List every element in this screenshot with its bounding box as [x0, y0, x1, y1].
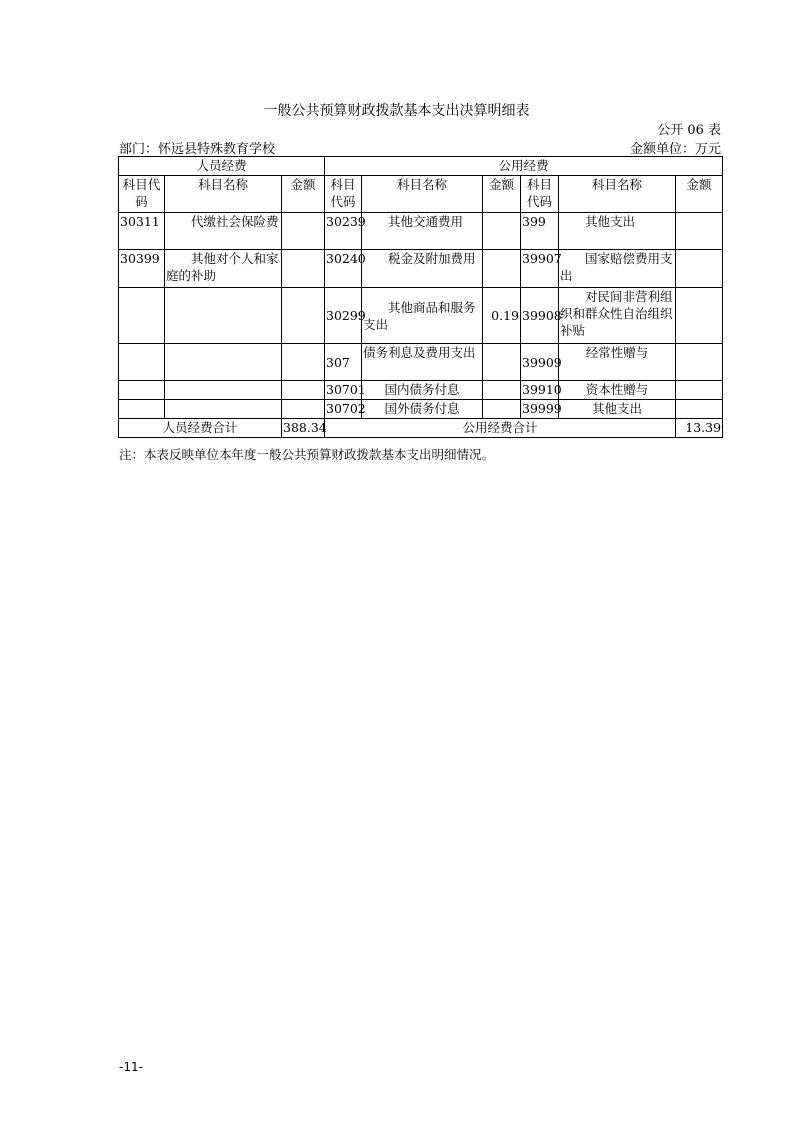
cell-u2-code: 39907	[521, 250, 559, 288]
header-p-code: 科目代码	[119, 176, 165, 213]
cell-u1-name: 债务利息及费用支出	[362, 344, 483, 381]
cell-p-amount	[282, 400, 325, 419]
cell-u1-amount	[483, 250, 521, 288]
cell-u2-name: 国家赔偿费用支出	[559, 250, 676, 288]
cell-p-amount	[282, 381, 325, 400]
cell-u2-amount	[676, 400, 723, 419]
cell-p-name	[165, 288, 282, 344]
cell-u1-code: 30701	[325, 381, 362, 400]
cell-u1-amount	[483, 400, 521, 419]
cell-u2-code: 39910	[521, 381, 559, 400]
cell-u2-name: 对民间非营利组织和群众性自治组织补贴	[559, 288, 676, 344]
cell-p-code	[119, 381, 165, 400]
cell-u2-amount	[676, 213, 723, 250]
cell-u2-name: 其他支出	[559, 400, 676, 419]
public-total-label: 公用经费合计	[325, 419, 676, 438]
cell-u1-amount	[483, 213, 521, 250]
cell-p-code	[119, 400, 165, 419]
cell-u2-amount	[676, 381, 723, 400]
header-p-amount: 金额	[282, 176, 325, 213]
cell-u2-code: 39908	[521, 288, 559, 344]
cell-u1-name: 其他商品和服务支出	[362, 288, 483, 344]
cell-p-code	[119, 288, 165, 344]
expenditure-table	[118, 156, 723, 438]
header-u2-name: 科目名称	[559, 176, 676, 213]
personnel-total-label: 人员经费合计	[119, 419, 282, 438]
header-u2-amount: 金额	[676, 176, 723, 213]
cell-u2-name: 资本性赠与	[559, 381, 676, 400]
table-note: 注：本表反映单位本年度一般公共预算财政拨款基本支出明细情况。	[119, 447, 495, 462]
group-header-row	[119, 157, 723, 176]
cell-u1-code: 30702	[325, 400, 362, 419]
cell-u1-amount	[483, 381, 521, 400]
header-u1-name: 科目名称	[362, 176, 483, 213]
cell-p-name	[165, 344, 282, 381]
table-row	[119, 400, 723, 419]
cell-p-name	[165, 381, 282, 400]
cell-u2-code: 39909	[521, 344, 559, 381]
group-personnel-header: 人员经费	[119, 157, 325, 176]
table-row	[119, 381, 723, 400]
page-number: -11-	[119, 1060, 143, 1074]
cell-u1-code: 30239	[325, 213, 362, 250]
cell-u2-code: 399	[521, 213, 559, 250]
cell-p-amount	[282, 213, 325, 250]
department-label: 部门：怀远县特殊教育学校	[119, 142, 276, 157]
cell-u2-amount	[676, 288, 723, 344]
cell-u1-code: 30240	[325, 250, 362, 288]
cell-u2-code: 39999	[521, 400, 559, 419]
header-u1-amount: 金额	[483, 176, 521, 213]
cell-p-code: 30311	[119, 213, 165, 250]
total-row	[119, 419, 723, 438]
cell-u2-name: 其他支出	[559, 213, 676, 250]
cell-u2-amount	[676, 344, 723, 381]
cell-u1-name: 税金及附加费用	[362, 250, 483, 288]
cell-u2-amount	[676, 250, 723, 288]
cell-u1-code: 307	[325, 344, 362, 381]
public-total-value: 13.39	[676, 419, 723, 438]
table-row	[119, 250, 723, 288]
cell-p-amount	[282, 288, 325, 344]
group-public-header: 公用经费	[325, 157, 723, 176]
cell-u1-name: 国内债务付息	[362, 381, 483, 400]
table-row	[119, 344, 723, 381]
cell-p-amount	[282, 344, 325, 381]
cell-p-name	[165, 400, 282, 419]
column-header-row	[119, 176, 723, 213]
cell-p-amount	[282, 250, 325, 288]
document-title: 一般公共预算财政拨款基本支出决算明细表	[263, 103, 530, 119]
personnel-total-value: 388.34	[282, 419, 325, 438]
table-row	[119, 213, 723, 250]
amount-unit-label: 金额单位：万元	[629, 142, 721, 157]
header-u2-code: 科目代码	[521, 176, 559, 213]
cell-u1-amount	[483, 344, 521, 381]
header-p-name: 科目名称	[165, 176, 282, 213]
cell-u1-amount: 0.19	[483, 288, 521, 344]
form-number: 公开 06 表	[657, 123, 721, 138]
cell-p-name: 代缴社会保险费	[165, 213, 282, 250]
cell-u1-name: 国外债务付息	[362, 400, 483, 419]
cell-u1-code: 30299	[325, 288, 362, 344]
table-row	[119, 288, 723, 344]
cell-u2-name: 经常性赠与	[559, 344, 676, 381]
cell-u1-name: 其他交通费用	[362, 213, 483, 250]
header-u1-code: 科目代码	[325, 176, 362, 213]
cell-p-code: 30399	[119, 250, 165, 288]
cell-p-name: 其他对个人和家庭的补助	[165, 250, 282, 288]
cell-p-code	[119, 344, 165, 381]
